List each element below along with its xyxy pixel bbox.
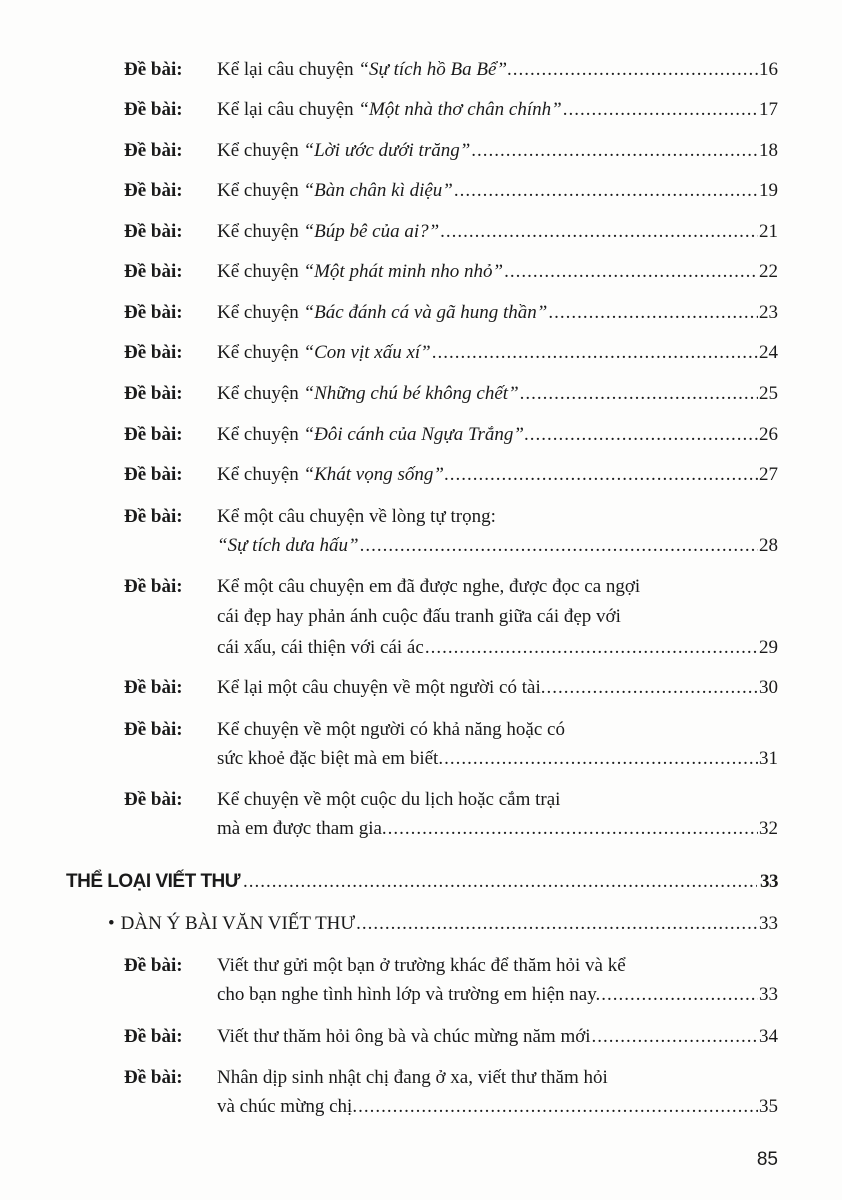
entry-text: Viết thư gửi một bạn ở trường khác để thăm hỏi và kể [217, 955, 626, 976]
toc-entry-line[interactable] [217, 463, 778, 487]
toc-entry-line[interactable] [217, 636, 778, 660]
subsection-bullet: • [108, 913, 115, 934]
dot-leader [444, 747, 758, 771]
entry-label: Đề bài: [124, 1026, 183, 1047]
page-number: 19 [759, 180, 778, 201]
toc-entry-line[interactable] [217, 983, 778, 1007]
dot-leader [601, 983, 758, 1007]
dot-leader [504, 260, 758, 284]
entry-label: Đề bài: [124, 576, 183, 597]
page-number: 22 [759, 261, 778, 282]
page-number: 26 [759, 424, 778, 445]
entry-text: Kể chuyện “Lời ước dưới trăng” [217, 140, 471, 161]
page-number: 25 [759, 383, 778, 404]
entry-text: Kể một câu chuyện em đã được nghe, được đọc ca ngợi [217, 576, 641, 597]
entry-text: Kể lại câu chuyện “Sự tích hồ Ba Bể”. [217, 59, 512, 80]
subsection-title: DÀN Ý BÀI VĂN VIẾT THƯ [120, 913, 356, 934]
entry-text: Kể một câu chuyện về lòng tự trọng: [217, 506, 496, 527]
toc-entry-line[interactable] [217, 382, 778, 406]
entry-text: Kể chuyện “Một phát minh nho nhỏ” [217, 261, 504, 282]
section-heading-letter-writing [66, 870, 778, 894]
page-number: 35 [759, 1096, 778, 1117]
entry-label: Đề bài: [124, 261, 183, 282]
page-number: 24 [759, 342, 778, 363]
toc-entry-line-continued [217, 788, 560, 812]
entry-label: Đề bài: [124, 464, 183, 485]
entry-text: Kể chuyện về một cuộc du lịch hoặc cắm trại [217, 789, 561, 810]
entry-label: Đề bài: [124, 955, 183, 976]
toc-entry-line-continued [217, 954, 626, 978]
toc-entry-line-continued [217, 575, 640, 599]
entry-label: Đề bài: [124, 59, 183, 80]
entry-label: Đề bài: [124, 424, 183, 445]
dot-leader [450, 463, 758, 487]
page-number: 27 [759, 464, 778, 485]
toc-entry-line[interactable] [217, 98, 778, 122]
story-title: “Sự tích hồ Ba Bể” [358, 59, 508, 80]
dot-leader [592, 1025, 758, 1049]
entry-label: Đề bài: [124, 506, 183, 527]
entry-text: Kể lại câu chuyện “Một nhà thơ chân chính” [217, 99, 562, 120]
entry-label: Đề bài: [124, 221, 183, 242]
entry-text: Kể chuyện “Khát vọng sống”. [217, 464, 449, 485]
subsection-heading [108, 912, 778, 936]
toc-entry-line[interactable] [217, 676, 778, 700]
toc-entry-line[interactable] [217, 139, 778, 163]
section-title: THỂ LOẠI VIẾT THƯ [66, 871, 241, 892]
page-number: 32 [759, 818, 778, 839]
story-title: “Sự tích dưa hấu” [217, 535, 359, 556]
page-number: 17 [759, 99, 778, 120]
entry-text: Viết thư thăm hỏi ông bà và chúc mừng năm mới [217, 1026, 591, 1047]
page-folio: 85 [756, 1149, 778, 1170]
toc-entry-line[interactable] [217, 301, 778, 325]
toc-entry-line[interactable] [217, 1095, 778, 1119]
entry-text: Kể lại một câu chuyện về một người có tài. [217, 677, 546, 698]
toc-entry-line[interactable] [217, 260, 778, 284]
dot-leader [356, 912, 758, 936]
page-number: 28 [759, 535, 778, 556]
dot-leader [440, 220, 758, 244]
page-number: 31 [759, 748, 778, 769]
entry-text: Kể chuyện “Đôi cánh của Ngựa Trắng”. [217, 424, 529, 445]
entry-text: Kể chuyện “Bác đánh cá và gã hung thần” [217, 302, 548, 323]
toc-entry-line[interactable] [217, 817, 778, 841]
toc-entry-line[interactable] [217, 58, 778, 82]
story-title: “Khát vọng sống” [303, 464, 444, 485]
dot-leader [563, 98, 758, 122]
entry-text: cái đẹp hay phản ánh cuộc đấu tranh giữa cái đẹp với [217, 606, 621, 627]
entry-label: Đề bài: [124, 789, 183, 810]
toc-entry-line[interactable] [217, 341, 778, 365]
toc-entry-line[interactable] [217, 423, 778, 447]
entry-text: Nhân dịp sinh nhật chị đang ở xa, viết thư thăm hỏi [217, 1067, 608, 1088]
story-title: “Những chú bé không chết” [303, 383, 519, 404]
dot-leader [360, 534, 758, 558]
entry-label: Đề bài: [124, 719, 183, 740]
page-number: 29 [759, 637, 778, 658]
dot-leader [546, 676, 758, 700]
entry-label: Đề bài: [124, 342, 183, 363]
entry-text: và chúc mừng chị. [217, 1096, 358, 1117]
entry-text: Kể chuyện “Bàn chân kì diệu” [217, 180, 453, 201]
page-number: 34 [759, 1026, 778, 1047]
dot-leader [243, 870, 757, 894]
section-page-number: 33 [760, 871, 778, 892]
toc-entry-line[interactable] [217, 179, 778, 203]
page-number: 21 [759, 221, 778, 242]
story-title: “Bàn chân kì diệu” [303, 180, 453, 201]
entry-text: sức khoẻ đặc biệt mà em biết. [217, 748, 444, 769]
dot-leader [388, 817, 758, 841]
entry-text: cái xấu, cái thiện với cái ác [217, 637, 424, 658]
toc-entry-line-continued [217, 1066, 608, 1090]
story-title: “Đôi cánh của Ngựa Trắng” [303, 424, 524, 445]
entry-text [217, 534, 359, 558]
toc-entry-line[interactable] [217, 747, 778, 771]
story-title: “Một phát minh nho nhỏ” [303, 261, 504, 282]
toc-entry-line-continued [217, 605, 621, 629]
dot-leader [548, 301, 758, 325]
page-number: 23 [759, 302, 778, 323]
page-number: 18 [759, 140, 778, 161]
toc-entry-line[interactable] [217, 1025, 778, 1049]
subsection-page-number: 33 [759, 913, 778, 934]
entry-label: Đề bài: [124, 180, 183, 201]
entry-text: mà em được tham gia. [217, 818, 387, 839]
toc-entry-line[interactable] [217, 220, 778, 244]
dot-leader [432, 341, 758, 365]
entry-label: Đề bài: [124, 140, 183, 161]
entry-text: Kể chuyện về một người có khả năng hoặc có [217, 719, 565, 740]
story-title: “Búp bê của ai?” [303, 221, 440, 242]
dot-leader [454, 179, 758, 203]
entry-label: Đề bài: [124, 302, 183, 323]
entry-label: Đề bài: [124, 99, 183, 120]
story-title: “Một nhà thơ chân chính” [358, 99, 562, 120]
entry-text: Kể chuyện “Những chú bé không chết” [217, 383, 519, 404]
story-title: “Lời ước dưới trăng” [303, 140, 471, 161]
entry-label: Đề bài: [124, 677, 183, 698]
page-number: 16 [759, 59, 778, 80]
dot-leader [530, 423, 758, 447]
toc-entry-line-continued [217, 505, 496, 529]
entry-text: Kể chuyện “Con vịt xấu xí” [217, 342, 431, 363]
entry-label: Đề bài: [124, 383, 183, 404]
dot-leader [471, 139, 758, 163]
toc-entry-line[interactable] [217, 534, 778, 558]
page-number: 33 [759, 984, 778, 1005]
page-number: 30 [759, 677, 778, 698]
story-title: “Bác đánh cá và gã hung thần” [303, 302, 548, 323]
dot-leader [425, 636, 758, 660]
entry-label: Đề bài: [124, 1067, 183, 1088]
dot-leader [520, 382, 758, 406]
dot-leader [513, 58, 758, 82]
entry-text: Kể chuyện “Búp bê của ai?” [217, 221, 440, 242]
dot-leader [358, 1095, 758, 1119]
entry-text: cho bạn nghe tình hình lớp và trường em hiện nay. [217, 984, 601, 1005]
toc-entry-line-continued [217, 718, 565, 742]
story-title: “Con vịt xấu xí” [303, 342, 431, 363]
